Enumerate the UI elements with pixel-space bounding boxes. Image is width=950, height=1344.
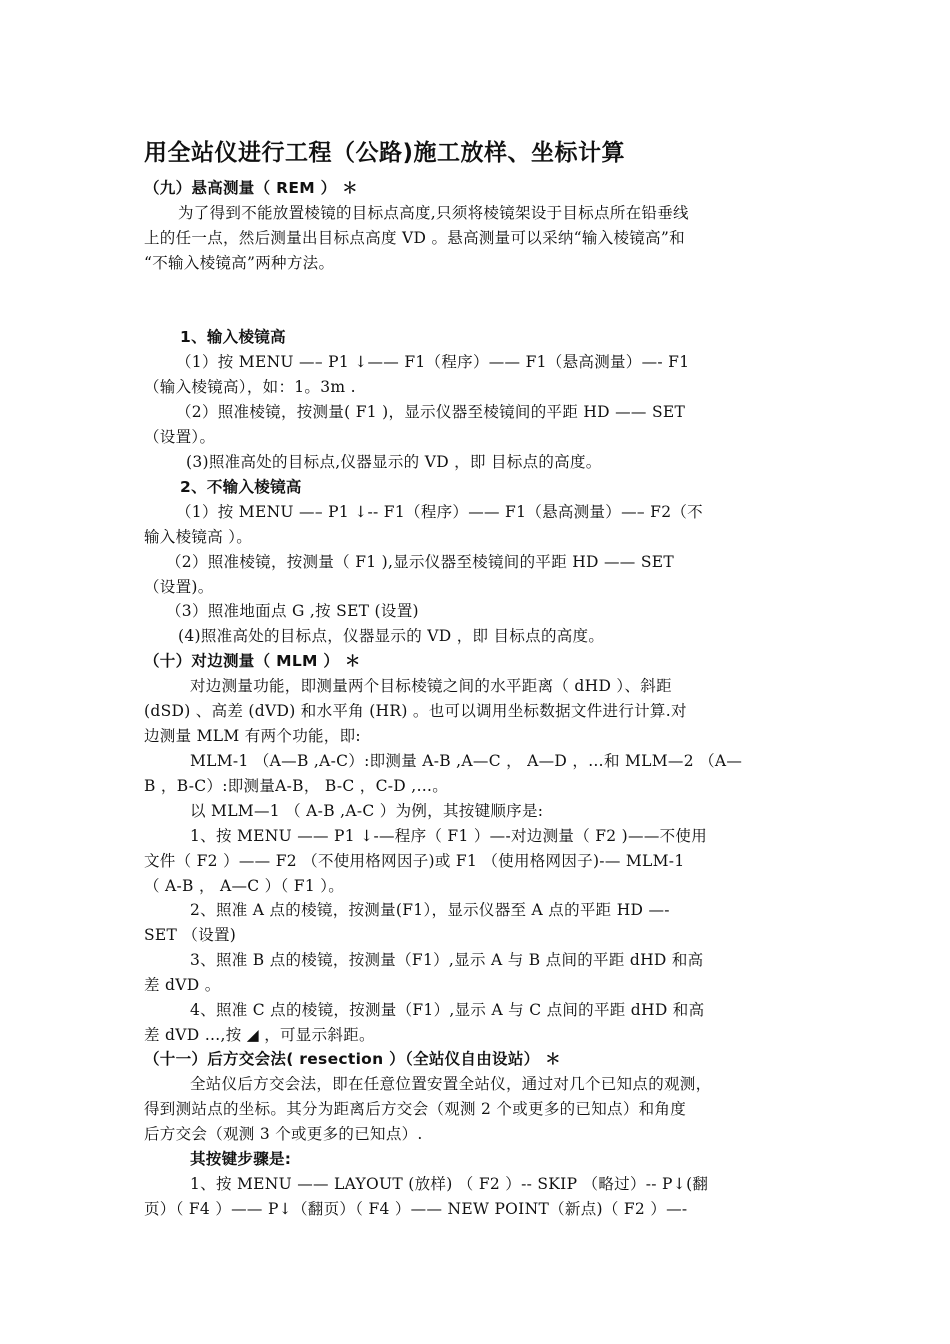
paragraph-line: (4)照准高处的目标点，仪器显示的 VD ，即 目标点的高度。 [178,627,605,645]
paragraph-line: 全站仪后方交会法，即在任意位置安置全站仪，通过对几个已知点的观测， [190,1075,712,1093]
paragraph-line: 1、按 MENU —— LAYOUT (放样) （ F2 ）-- SKIP （略过）-- P↓(翻 [190,1175,709,1193]
section-heading-resection: （十一）后方交会法( resection ）（全站仪自由设站） ＊ [144,1050,561,1068]
paragraph-line: （2）照准棱镜，按测量( F1 )，显示仪器至棱镜间的平距 HD —— SET [176,403,686,421]
paragraph-line: SET （设置) [144,926,237,944]
paragraph-line: 上的任一点，然后测量出目标点高度 VD 。悬高测量可以采纳“输入棱镜高”和 [144,229,685,247]
paragraph-line: 差 dVD 。 [144,976,221,994]
section-heading-rem: （九）悬高测量（ REM ） ＊ [144,179,358,197]
paragraph-line: 页）（ F4 ）—— P↓（翻页）（ F4 ）—— NEW POINT（新点)（ F2 ）—- [144,1200,688,1218]
paragraph-line: （3）照准地面点 G ,按 SET (设置) [166,602,419,620]
paragraph-line: 对边测量功能，即测量两个目标棱镜之间的水平距离（ dHD ）、斜距 [190,677,672,695]
paragraph-line: 差 dVD …,按 ◢ ，可显示斜距。 [144,1026,375,1044]
paragraph-line: 文件（ F2 ）—— F2 （不使用格网因子)或 F1 （使用格网因子)-— MLM-1 [144,852,685,870]
subsection-heading: 1、输入棱镜高 [180,328,286,346]
paragraph-line: 后方交会（观测 3 个或更多的已知点）. [144,1125,423,1143]
paragraph-line: 为了得到不能放置棱镜的目标点高度,只须将棱镜架设于目标点所在铅垂线 [178,204,689,222]
paragraph-line: 边测量 MLM 有两个功能，即: [144,727,361,745]
paragraph-line: （1）按 MENU —– P1 ↓-- F1（程序）—— F1（悬高测量）—– F2（不 [176,503,703,521]
subsection-heading: 其按键步骤是: [190,1150,292,1168]
paragraph-line: 3、照准 B 点的棱镜，按测量（F1）,显示 A 与 B 点间的平距 dHD 和高 [190,951,704,969]
paragraph-line: （1）按 MENU —– P1 ↓—— F1（程序）—— F1（悬高测量）—- F1 [176,353,690,371]
paragraph-line: （设置)。 [144,578,214,596]
paragraph-line: 1、按 MENU —— P1 ↓-—程序（ F1 ）—-对边测量（ F2 )——不使用 [190,827,708,845]
paragraph-line: （输入棱镜高），如：1。3m . [144,378,356,396]
paragraph-line: MLM-1 （A—B ,A-C）:即测量 A-B ,A—C ， A—D ，…和 MLM—2 （A— [190,752,743,770]
paragraph-line: （设置）。 [144,428,216,446]
subsection-heading: 2、不输入棱镜高 [180,478,302,496]
section-heading-mlm: （十）对边测量（ MLM ） ＊ [144,652,361,670]
paragraph-line: 以 MLM—1 （ A-B ,A-C ）为例，其按键顺序是: [190,802,544,820]
paragraph-line: 2、照准 A 点的棱镜，按测量(F1），显示仪器至 A 点的平距 HD —- [190,901,670,919]
paragraph-line: (3)照准高处的目标点,仪器显示的 VD ，即 目标点的高度。 [186,453,602,471]
paragraph-line: （ A-B ， A—C ）（ F1 ）。 [144,877,345,895]
paragraph-line: 得到测站点的坐标。其分为距离后方交会（观测 2 个或更多的已知点）和角度 [144,1100,687,1118]
paragraph-line: （2）照准棱镜，按测量（ F1 ),显示仪器至棱镜间的平距 HD —— SET [166,553,675,571]
paragraph-line: 4、照准 C 点的棱镜，按测量（F1）,显示 A 与 C 点间的平距 dHD 和高 [190,1001,705,1019]
paragraph-line: B ，B-C）:即测量A-B， B-C ，C-D ,…。 [144,777,449,795]
document-title: 用全站仪进行工程（公路)施工放样、坐标计算 [144,140,626,166]
paragraph-line: 输入棱镜高 ）。 [144,528,253,546]
paragraph-line: (dSD) 、高差 (dVD) 和水平角 (HR) 。也可以调用坐标数据文件进行计算.对 [144,702,687,720]
paragraph-line: “不输入棱镜高”两种方法。 [144,254,335,272]
